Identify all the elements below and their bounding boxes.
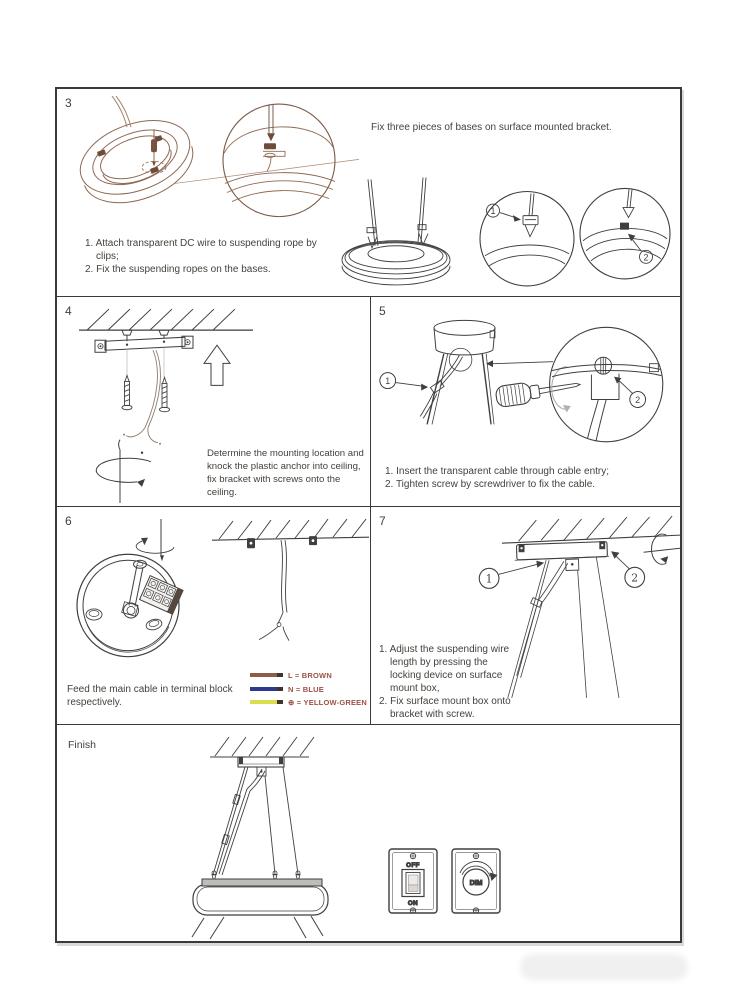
earth-wire-label: ⊕ = YELLOW-GREEN [288,697,367,707]
step5-panel [371,297,680,507]
step3-detail-clip-circle [480,191,574,285]
switch-off-label: OFF [406,862,420,869]
wire-end-cap [277,673,283,677]
neutral-wire-swatch [250,687,277,691]
step7-number: 7 [379,514,386,528]
live-wire-label: L = BROWN [288,670,332,680]
rotate-gesture-icon [96,440,151,503]
step4-ceiling-drawing [79,309,253,330]
screw-icon [473,853,478,858]
legend-neutral-wire [250,686,324,692]
wire-end-cap [277,687,283,691]
step6-ceiling-cable-drawing [212,519,369,641]
step5-callout-2: 2 [635,394,641,406]
screw-icon [410,908,415,913]
step7-callout-2-group [611,551,644,587]
step4-wires-drawing [123,350,161,444]
step5-canopy-drawing [427,320,495,424]
step7-panel [371,507,680,725]
dimmer-plate [452,849,500,913]
finish-figure [57,725,680,941]
step3-detail-circle-drawing [223,104,335,217]
step6-junction-box-drawing [77,554,183,656]
step7-instructions [379,643,515,721]
step3-detail-rope-end-circle [580,188,670,278]
step3-instructions [85,237,340,276]
screw-icon [410,853,415,858]
step5-pointer-arrow [486,360,553,367]
finish-label: Finish [68,739,97,751]
neutral-wire-label: N = BLUE [288,684,324,694]
scan-smudge [520,954,688,980]
step3-instruction-2: 2. Fix the suspending ropes on the bases. [85,264,271,275]
step6-number: 6 [65,514,72,528]
up-arrow-icon [204,345,230,385]
finished-lamp-drawing [192,737,328,939]
step6-screw-rotation-drawing [136,519,174,561]
live-wire-swatch [250,673,277,677]
legend-live-wire [250,672,332,678]
step5-number: 5 [379,304,386,318]
step4-instruction: Determine the mounting location and knock the plastic anchor into ceiling, fix bracket with screws onto the ceiling. [207,448,364,498]
terminal-block [140,576,183,615]
legend-earth-wire [250,699,367,705]
step3-caption: Fix three pieces of bases on surface mounted bracket. [371,122,612,133]
earth-wire-swatch [250,700,277,704]
step5-zoom-circle-drawing [550,327,663,444]
step3-callout-2: 2 [643,252,649,263]
step7-instruction-2: 2. Fix surface mount box onto bracket with screw. [379,696,511,720]
step5-instructions [385,465,677,491]
step3-panel [57,89,680,297]
step6-panel [57,507,371,725]
step7-callout-1: 1 [485,572,493,586]
step4-panel [57,297,371,507]
step5-callout-1-group [380,373,428,391]
screw-icon [473,908,478,913]
wire-end-cap [277,700,283,704]
step3-number: 3 [65,96,72,110]
step6-instruction: Feed the main cable in terminal block respectively. [67,684,233,708]
toggle-switch-plate [389,849,437,913]
rotate-symbol-icon [644,534,680,564]
finish-panel [57,725,680,941]
step5-instruction-1: 1. Insert the transparent cable through cable entry; [385,466,610,477]
step3-callout-1: 1 [490,206,496,217]
step3-base-ring-drawing [70,96,203,217]
step4-screws-drawing [122,346,170,412]
instruction-sheet [55,87,682,943]
step7-ceiling-drawing [502,516,680,543]
switch-on-label: ON [407,900,419,907]
step4-number: 4 [65,304,72,318]
step3-instruction-1: 1. Attach transparent DC wire to suspending rope by clips; [85,238,317,262]
step5-callout-1: 1 [385,376,391,387]
step3-base-with-ropes-drawing [342,177,450,285]
step7-instruction-1: 1. Adjust the suspending wire length by pressing the locking device on surface mount box, [379,644,510,694]
step5-instruction-2: 2. Tighten screw by screwdriver to fix the cable. [385,479,596,490]
step7-callout-1-group [479,561,544,589]
step7-wires-drawing [508,557,619,698]
step7-callout-2: 2 [631,571,639,585]
step4-bracket-drawing [95,330,193,352]
dimmer-label: DIM [469,880,483,887]
screwdriver-icon [495,375,582,408]
rotate-arc-icon [552,367,567,410]
